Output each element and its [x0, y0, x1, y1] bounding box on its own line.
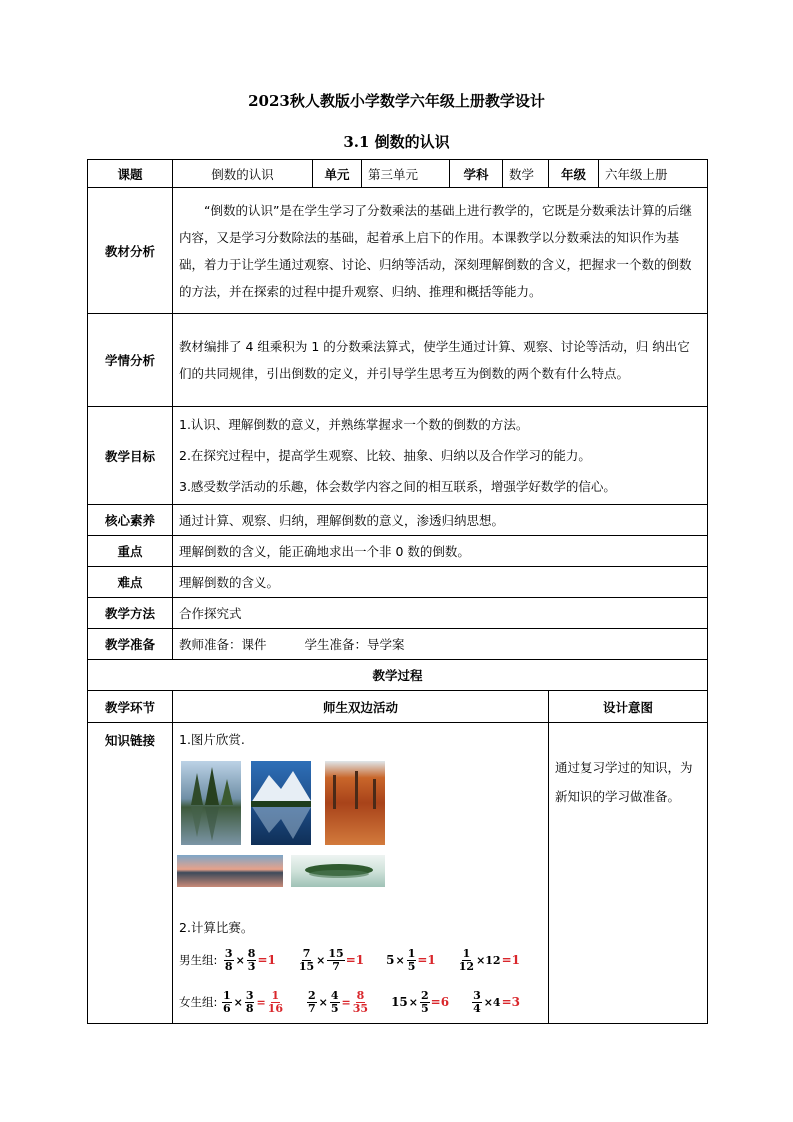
method-label: 教学方法	[88, 598, 173, 629]
goal-item: 3.感受数学活动的乐趣，体会数学内容之间的相互联系，增强学好数学的信心。	[179, 479, 616, 494]
document-title: 2023秋人教版小学数学六年级上册教学设计	[248, 92, 545, 110]
difficulty-text: 理解倒数的含义。	[173, 567, 708, 598]
method-row	[88, 598, 708, 629]
unit-value: 第三单元	[362, 160, 450, 188]
girls-label: 女生组:	[179, 995, 218, 1009]
key-row	[88, 536, 708, 567]
student-prep: 学生准备：导学案	[304, 637, 405, 652]
difficulty-label: 难点	[88, 567, 173, 598]
intent-col-header: 设计意图	[549, 691, 708, 723]
boys-formulas	[179, 939, 542, 981]
formula: 5 × $\frac{1}{5}$ =1	[386, 946, 436, 973]
formula: $\frac{1}{12}$ ×12 =1	[458, 946, 520, 973]
girls-formulas	[179, 981, 542, 1023]
knowledge-link-row	[88, 723, 708, 1024]
topic-label: 课题	[88, 160, 173, 188]
key-label: 重点	[88, 536, 173, 567]
activity-cell	[173, 723, 549, 1024]
core-text: 通过计算、观察、归纳，理解倒数的意义，渗透归纳思想。	[173, 505, 708, 536]
formula: $\frac{1}{6}$ × $\frac{3}{8}$ = $\frac{1}{16}$	[222, 988, 284, 1015]
prep-text	[173, 629, 708, 660]
method-text: 合作探究式	[173, 598, 708, 629]
header-row	[88, 160, 708, 188]
formula: $\frac{3}{4}$ ×4 =3	[473, 988, 520, 1015]
goals-list	[173, 407, 708, 505]
landscape-photo-island	[291, 855, 385, 887]
material-text: “倒数的认识”是在学生学习了分数乘法的基础上进行教学的，它既是分数乘法计算的后继内容，又是学习分数除法的基础，起着承上启下的作用。本课教学以分数乘法的知识作为基础，着力于让学生通过观察、讨论、归纳等活动，深刻理解倒数的含义，把握求一个数的倒数的方法，并在探索的过程中提升观察、归纳、推理和概括等能力。	[173, 188, 708, 314]
formula: 15 × $\frac{2}{5}$ =6	[391, 988, 450, 1015]
process-title-row	[88, 660, 708, 691]
goals-row	[88, 407, 708, 505]
core-label: 核心素养	[88, 505, 173, 536]
stage-label: 知识链接	[88, 723, 173, 1024]
formula: $\frac{7}{15}$ × $\frac{15}{7}$ =1	[298, 946, 365, 973]
students-row	[88, 314, 708, 407]
process-title: 教学过程	[88, 660, 708, 691]
stage-col-header: 教学环节	[88, 691, 173, 723]
formula: $\frac{2}{7}$ × $\frac{4}{5}$ = $\frac{8}{35}$	[308, 988, 369, 1015]
document-subtitle: 3.1 倒数的认识	[343, 133, 450, 151]
landscape-photo-sunset-lake	[177, 855, 283, 887]
material-row	[88, 188, 708, 314]
grade-label: 年级	[549, 160, 599, 188]
teacher-prep: 教师准备：课件	[179, 637, 267, 652]
step1-text: 1.图片欣赏.	[179, 732, 245, 747]
landscape-images	[179, 751, 542, 911]
core-row	[88, 505, 708, 536]
process-header-row	[88, 691, 708, 723]
students-label: 学情分析	[88, 314, 173, 407]
difficulty-row	[88, 567, 708, 598]
unit-label: 单元	[313, 160, 362, 188]
goal-item: 2.在探究过程中，提高学生观察、比较、抽象、归纳以及合作学习的能力。	[179, 448, 591, 463]
topic-value: 倒数的认识	[173, 160, 313, 188]
prep-label: 教学准备	[88, 629, 173, 660]
activity-col-header: 师生双边活动	[173, 691, 549, 723]
lesson-plan-table	[87, 159, 708, 1024]
subject-value: 数学	[503, 160, 549, 188]
material-label: 教材分析	[88, 188, 173, 314]
grade-value: 六年级上册	[599, 160, 708, 188]
step2-text: 2.计算比赛。	[179, 920, 254, 935]
students-text: 教材编排了 4 组乘积为 1 的分数乘法算式，使学生通过计算、观察、讨论等活动，归 纳出它们的共同规律，引出倒数的定义，并引导学生思考互为倒数的两个数有什么特点。	[173, 314, 708, 407]
goals-label: 教学目标	[88, 407, 173, 505]
subject-label: 学科	[450, 160, 503, 188]
landscape-photo-mountain	[251, 761, 311, 845]
formula: $\frac{3}{8}$ × $\frac{8}{3}$ =1	[224, 946, 276, 973]
landscape-photo-trees	[181, 761, 241, 845]
key-text: 理解倒数的含义，能正确地求出一个非 0 数的倒数。	[173, 536, 708, 567]
goal-item: 1.认识、理解倒数的意义，并熟练掌握求一个数的倒数的方法。	[179, 417, 529, 432]
boys-label: 男生组:	[179, 953, 218, 967]
prep-row	[88, 629, 708, 660]
intent-text: 通过复习学过的知识，为新知识的学习做准备。	[549, 723, 708, 1024]
landscape-photo-autumn	[325, 761, 385, 845]
